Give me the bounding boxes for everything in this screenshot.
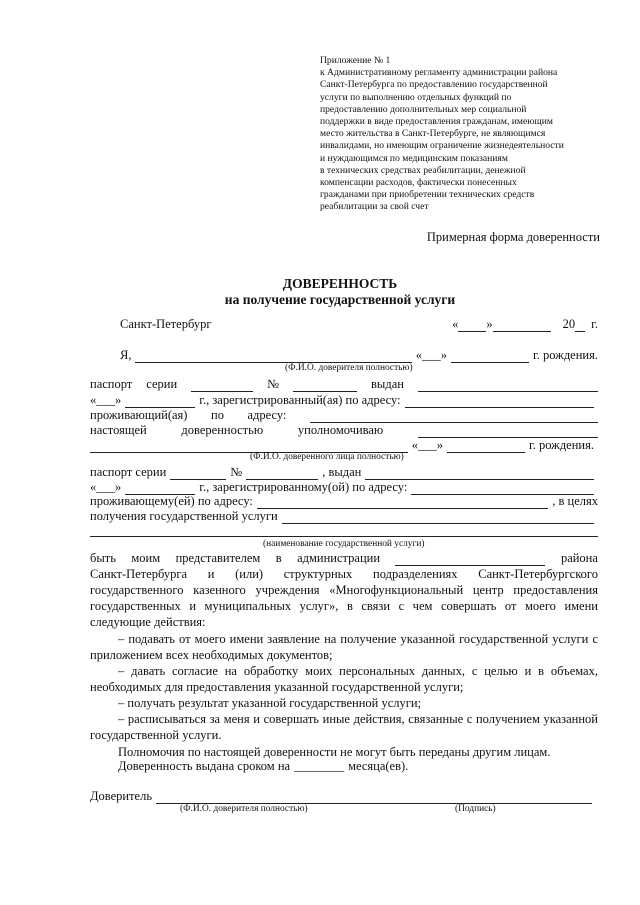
agent-issued-label: , выдан (322, 465, 362, 479)
agent-residing-label: проживающему(ей) по адресу: (90, 494, 253, 508)
agent-issued-field[interactable] (365, 468, 594, 480)
agent-issue-day: «___» (90, 480, 122, 494)
date-day-field[interactable] (458, 320, 486, 332)
body-paragraph: Санкт-Петербурга и (или) структурных подразделениях Санкт-Петербургского государственного казенного учреждения «Многофункциональный центр предоставления государственных и муниципальных услуг», в связи с чем совершать от моего имени следующие действия: (90, 567, 598, 629)
passport-series-label: серии (146, 377, 178, 391)
term-before: Доверенность выдана сроком на (118, 759, 291, 773)
authorize-word-3: уполномочиваю (297, 423, 384, 437)
agent-registered-row (90, 480, 598, 495)
passport-label: паспорт (90, 377, 133, 391)
agent-name-row (90, 438, 598, 453)
authorize-word-1: настоящей (90, 423, 147, 437)
agent-number-label: № (230, 465, 243, 479)
annex-line: поддержки в виде предоставления гражданам, имеющим (320, 116, 553, 128)
representative-row (90, 551, 598, 566)
term-months-field[interactable]: ________ (294, 759, 345, 773)
agent-number-field[interactable] (246, 468, 318, 480)
passport-issued-label: выдан (371, 377, 404, 391)
registered-label: г., зарегистрированный(ая) по адресу: (199, 393, 401, 407)
authorize-word-2: доверенностью (181, 423, 264, 437)
rep-word: моим (131, 551, 161, 565)
action-item: – получать результат указанной государственной услуги; (118, 696, 422, 710)
principal-birth-month-field[interactable] (451, 351, 529, 363)
rep-word: в (275, 551, 282, 565)
annex-line: гражданами при приобретении технических средств (320, 189, 535, 201)
term-row (118, 759, 626, 774)
agent-name-caption: (Ф.И.О. доверенного лица полностью) (250, 452, 404, 462)
administration-field[interactable] (395, 554, 545, 566)
place-date-row (120, 317, 598, 332)
principal-birth-day: «___» (415, 348, 448, 362)
service-row (90, 509, 598, 524)
action-item: – давать согласие на обработку моих персональных данных, с целью и в объемах, необходимых для предоставления указанной государственной услуги; (90, 664, 598, 694)
term-after: месяца(ев). (348, 759, 409, 773)
date-month-field[interactable] (493, 320, 551, 332)
agent-residing-field[interactable] (257, 497, 548, 509)
agent-residing-row (90, 494, 598, 509)
rep-word: представителем (175, 551, 261, 565)
annex-line: к Административному регламенту администрации района (320, 67, 558, 79)
annex-block (320, 55, 600, 214)
principal-row (120, 348, 598, 363)
passport-number-label: № (267, 377, 280, 391)
title-text: ДОВЕРЕННОСТЬ (282, 276, 398, 291)
passport-series-field[interactable] (191, 380, 253, 392)
action-item: – расписываться за меня и совершать иные действия, связанные с получением указанной государственной услуги. (90, 712, 598, 742)
service-caption: (наименование государственной услуги) (263, 539, 425, 549)
place-text: Санкт-Петербург (120, 317, 212, 331)
signature-field[interactable] (156, 792, 592, 804)
residing-po: по (211, 408, 224, 422)
registered-address-field[interactable] (405, 396, 594, 408)
rep-word: быть (90, 551, 116, 565)
annex-line: Санкт-Петербурга по предоставлению государственной (320, 79, 548, 91)
agent-birth-day: «___» (411, 438, 444, 452)
no-transfer-text: Полномочия по настоящей доверенности не могут быть переданы другим лицам. (118, 745, 551, 759)
annex-line: Приложение № 1 (320, 55, 391, 66)
agent-birth-month-field[interactable] (447, 441, 525, 453)
service-label: получения государственной услуги (90, 509, 278, 523)
rep-word: администрации (297, 551, 381, 565)
residing-address-field[interactable] (310, 411, 598, 423)
annex-line: и нуждающимся по медицинским показаниям (320, 152, 508, 164)
annex-line: компенсации расходов, фактически понесенных (320, 177, 517, 189)
residing-address-label: адресу: (247, 408, 287, 422)
date-quote-close: » (486, 317, 493, 331)
signature-name-caption: (Ф.И.О. доверителя полностью) (180, 804, 308, 814)
passport-issue-day: «___» (90, 393, 122, 407)
principal-name-field[interactable] (135, 351, 411, 363)
residing-label: проживающий(ая) (90, 408, 188, 422)
signature-sign-caption: (Подпись) (455, 804, 496, 814)
principal-registered-row (90, 393, 598, 408)
annex-line: инвалидами, но имеющим ограничение жизнедеятельности (320, 140, 564, 152)
annex-line: место жительства в Санкт-Петербурге, не являющимся (320, 128, 546, 140)
passport-issue-date-field[interactable] (125, 396, 195, 408)
agent-purpose-label: , в целях (552, 494, 598, 508)
signature-row (90, 789, 592, 804)
annex-line: услуги по выполнению отдельных функций по (320, 91, 512, 103)
principal-residing-row (90, 408, 598, 423)
date-quote-open: « (452, 317, 459, 331)
authorize-row (90, 423, 598, 438)
annex-line: предоставлению дополнительных мер социальной (320, 103, 527, 115)
principal-ya: Я, (120, 348, 132, 362)
agent-passport-label: паспорт серии (90, 465, 167, 479)
principal-passport-row (90, 377, 598, 392)
date-year-field[interactable] (575, 320, 585, 332)
agent-series-field[interactable] (170, 468, 226, 480)
date-year-prefix: 20 (562, 317, 576, 331)
service-field[interactable] (282, 512, 594, 524)
service-name-line[interactable] (90, 536, 598, 537)
sample-form-label: Примерная форма доверенности (426, 230, 600, 244)
agent-birth-label: г. рождения. (529, 438, 594, 452)
agent-passport-row (90, 465, 598, 480)
principal-birth-label: г. рождения. (533, 348, 598, 362)
signature-label: Доверитель (90, 789, 153, 803)
passport-issued-field[interactable] (418, 380, 598, 392)
doc-title (40, 276, 640, 308)
action-item: – подавать от моего имени заявление на получение указанной государственной услуги с приложением всех необходимых документов; (90, 632, 598, 662)
principal-name-caption: (Ф.И.О. доверителя полностью) (285, 363, 413, 373)
authorize-field[interactable] (418, 426, 598, 438)
annex-line: в технических средствах реабилитации, денежной (320, 164, 526, 176)
rep-rayon: района (560, 551, 598, 565)
date-year-suffix: г. (591, 317, 598, 331)
agent-registered-label: г., зарегистрированному(ой) по адресу: (199, 480, 408, 494)
annex-line: реабилитации за свой счет (320, 201, 429, 213)
passport-number-field[interactable] (293, 380, 357, 392)
subtitle-text: на получение государственной услуги (224, 292, 456, 307)
